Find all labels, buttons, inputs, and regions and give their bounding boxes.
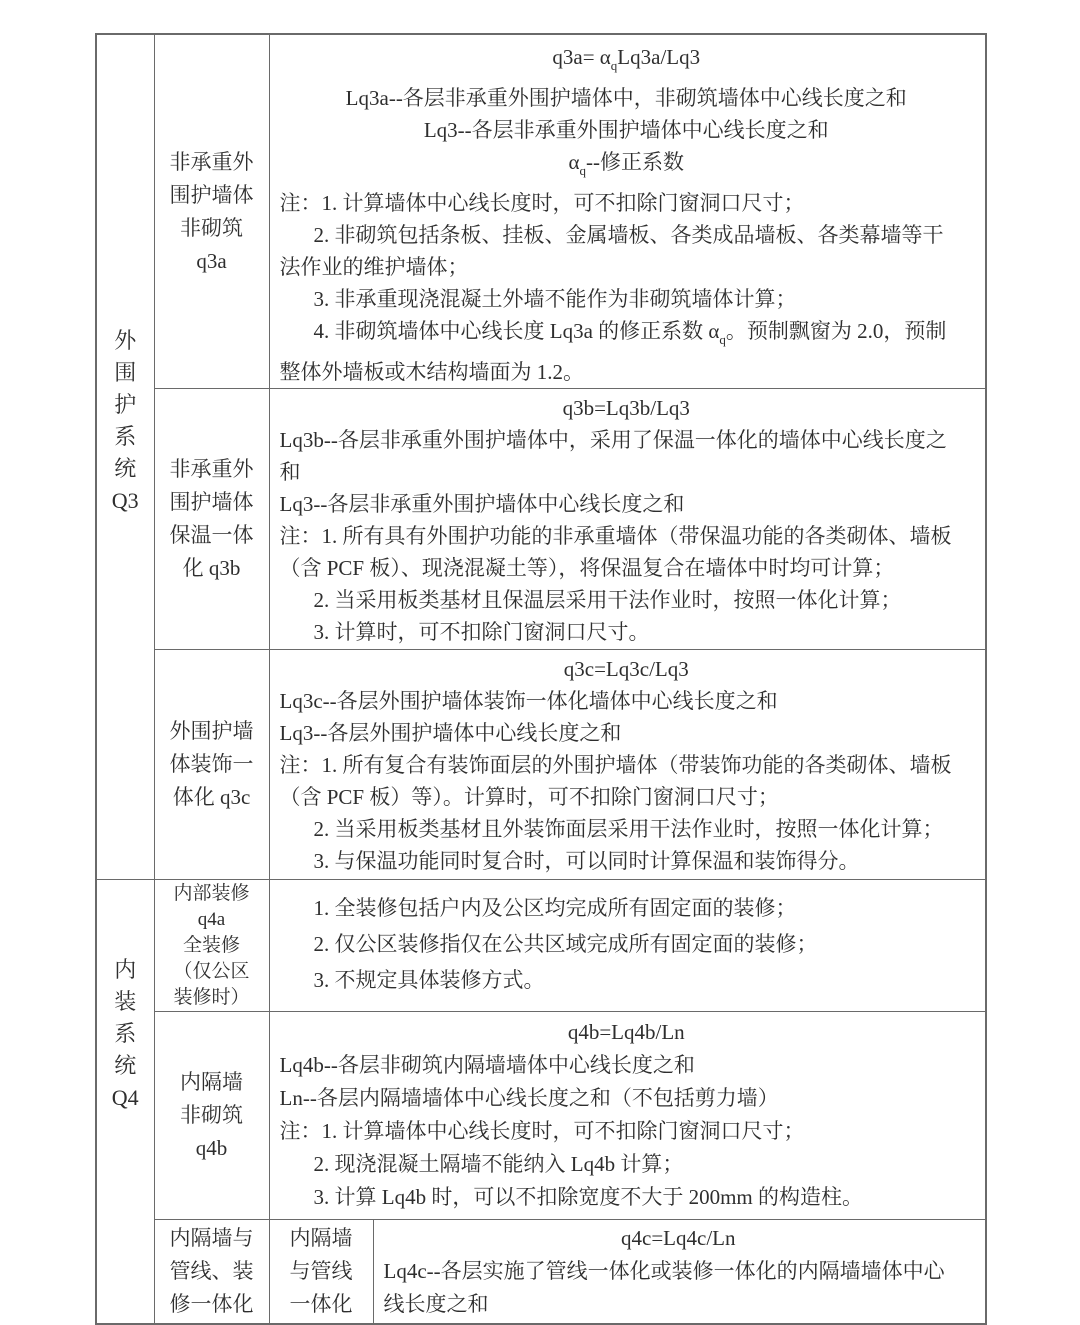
text-line [280,356,974,388]
table-row-q4c [96,1220,986,1325]
text-line [280,845,974,877]
text-segment: 注：1. 计算墙体中心线长度时，可不扣除门窗洞口尺寸； [279,191,805,215]
text-line [280,1148,974,1181]
text-line [280,283,974,315]
text-segment: 统 [114,1052,137,1078]
subscript-text: q [610,58,618,73]
text-line [384,1288,974,1321]
text-segment: 3. 计算时，可不扣除门窗洞口尺寸。 [313,620,650,644]
text-segment: q3c=Lq3c/Lq3 [563,657,689,681]
text-line [157,453,267,486]
text-segment: 2. 非砌筑包括条板、挂板、金属墙板、各类成品墙板、各类幕墙等干 [313,223,944,247]
text-line [280,552,974,584]
text-segment: 与管线 [289,1259,353,1283]
text-segment: 内部装修 [173,882,250,904]
subscript-text: q [579,163,586,178]
text-line [280,1181,974,1214]
group-cell-q4 [96,880,154,1325]
text-line [97,1050,154,1082]
table-row-q3c [96,650,986,880]
text-line [155,985,269,1011]
text-line [157,146,267,179]
text-line [280,41,974,82]
text-segment: 内隔墙 [289,1226,353,1250]
text-line [280,1016,974,1049]
text-segment: q3a= α [552,45,611,69]
group-label-q3 [97,325,154,517]
text-segment: 2. 当采用板类基材且外装饰面层采用干法作业时，按照一体化计算； [313,817,944,841]
text-segment: （含 PCF 板）等）。计算时，可不扣除门窗洞口尺寸； [279,785,779,809]
row-content-q4c [373,1220,986,1325]
text-segment: 。预制飘窗为 2.0，预制 [725,319,947,343]
text-line [280,962,974,998]
text-line [280,926,974,962]
text-segment: --修正系数 [586,150,684,174]
text-line [280,82,974,114]
row-label-q4a [154,880,269,1012]
text-line [97,485,154,517]
text-line [97,1082,154,1114]
text-line [97,389,154,421]
text-segment: 3. 非承重现浇混凝土外墙不能作为非砌筑墙体计算； [313,287,797,311]
text-segment: 非砌筑 [180,215,243,240]
text-segment: 全装修 [182,934,240,956]
text-segment: α [568,150,580,174]
text-line [155,959,269,985]
text-segment: 围护墙体 [169,182,254,207]
text-segment: 4. 非砌筑墙体中心线长度 Lq3a 的修正系数 α [313,319,720,343]
text-segment: Q3 [111,488,139,513]
text-line [280,424,974,456]
text-segment: 2. 现浇混凝土隔墙不能纳入 Lq4b 计算； [313,1152,684,1176]
text-line [280,146,974,187]
text-segment: q3a [196,248,227,273]
text-line [272,1222,371,1255]
text-line [157,1099,267,1132]
text-line [157,1222,267,1255]
text-line [157,781,267,814]
text-line [157,179,267,212]
text-segment: 体装饰一 [169,752,254,776]
text-segment: 和 [279,460,301,484]
text-segment: 内隔墙 [180,1070,243,1094]
text-segment: Lq3a/Lq3 [617,45,701,69]
text-segment: 1. 全装修包括户内及公区均完成所有固定面的装修； [313,896,797,920]
text-segment: （仅公区 [173,960,250,982]
text-segment: 统 [114,456,137,481]
text-segment: 内 [114,956,137,982]
text-segment: （含 PCF 板）、现浇混凝土等），将保温复合在墙体中时均可计算； [279,556,895,580]
text-segment: 外围护墙 [169,719,254,743]
text-segment: 保温一体 [169,523,254,547]
text-segment: Lq3a--各层非承重外围护墙体中，非砌筑墙体中心线长度之和 [345,86,907,110]
text-segment: q4b [195,1136,228,1160]
text-segment: Lq3b--各层非承重外围护墙体中，采用了保温一体化的墙体中心线长度之 [279,428,947,452]
text-segment: 注：1. 所有具有外围护功能的非承重墙体（带保温功能的各类砌体、墙板 [279,524,952,548]
text-segment: 2. 当采用板类基材且保温层采用干法作业时，按照一体化计算； [313,588,902,612]
text-line [97,357,154,389]
text-segment: Lq4c--各层实施了管线一体化或装修一体化的内隔墙墙体中心 [383,1259,945,1283]
text-segment: 外 [114,328,137,353]
row-label-q3c [154,650,269,880]
text-segment: 管线、装 [169,1259,254,1283]
text-segment: q4b=Lq4b/Ln [567,1020,685,1044]
text-segment: 护 [114,392,137,417]
text-segment: Lq3--各层非承重外围护墙体中心线长度之和 [423,118,829,142]
table-row-q4a [96,880,986,1012]
text-line [384,1222,974,1255]
text-line [280,488,974,520]
text-segment: 3. 与保温功能同时复合时，可以同时计算保温和装饰得分。 [313,849,860,873]
text-line [157,552,267,585]
row-content-q3b [269,389,986,650]
text-line [97,1018,154,1050]
text-line [157,519,267,552]
row-content-q3a [269,34,986,389]
text-line [280,685,974,717]
row-content-q4a [269,880,986,1012]
text-segment: Lq3--各层非承重外围护墙体中心线长度之和 [279,492,685,516]
text-segment: 内隔墙与 [169,1226,254,1250]
table-row-q3b [96,389,986,650]
text-segment: 装修时） [173,986,250,1008]
text-segment: 3. 计算 Lq4b 时，可以不扣除宽度不大于 200mm 的构造柱。 [313,1185,863,1209]
text-line [157,1066,267,1099]
row-label-q4c [154,1220,269,1325]
text-segment: 体化 q3c [172,785,251,809]
text-segment: Q4 [111,1084,139,1110]
text-line [280,813,974,845]
text-segment: 围 [114,360,137,385]
text-segment: 系 [114,424,137,449]
text-line [157,245,267,278]
text-segment: 围护墙体 [169,490,254,514]
text-line [97,954,154,986]
row-label-q4b [154,1012,269,1220]
text-line [280,456,974,488]
text-line [280,749,974,781]
row-sublabel-q4c [269,1220,373,1325]
text-segment: q3b=Lq3b/Lq3 [562,396,690,420]
text-line [280,890,974,926]
text-segment: Ln--各层内隔墙墙体中心线长度之和（不包括剪力墙） [279,1086,779,1110]
text-line [155,881,269,907]
text-line [97,453,154,485]
text-line [157,1255,267,1288]
text-segment: 注：1. 计算墙体中心线长度时，可不扣除门窗洞口尺寸； [279,1119,805,1143]
text-line [97,421,154,453]
text-line [280,520,974,552]
text-line [272,1288,371,1321]
text-line [280,781,974,813]
text-segment: 非砌筑 [180,1103,243,1127]
text-line [155,907,269,933]
text-segment: 装 [114,988,137,1014]
text-line [280,1082,974,1115]
text-segment: 注：1. 所有复合有装饰面层的外围护墙体（带装饰功能的各类砌体、墙板 [279,753,952,777]
table-row-q3a [96,34,986,389]
text-line [157,212,267,245]
row-content-q3c [269,650,986,880]
text-line [157,1288,267,1321]
text-segment: 非承重外 [169,457,254,481]
text-line [280,1049,974,1082]
text-segment: Lq3--各层外围护墙体中心线长度之和 [279,721,622,745]
text-segment: 一体化 [289,1292,353,1316]
text-line [280,653,974,685]
text-line [157,1132,267,1165]
text-segment: Lq4b--各层非砌筑内隔墙墙体中心线长度之和 [279,1053,695,1077]
text-line [280,717,974,749]
group-cell-q3 [96,34,154,880]
text-line [384,1255,974,1288]
text-segment: 非承重外 [169,149,254,174]
row-label-q3b [154,389,269,650]
row-content-q4b [269,1012,986,1220]
text-line [280,584,974,616]
text-segment: 化 q3b [182,556,241,580]
text-segment: 修一体化 [169,1292,254,1316]
text-segment: 3. 不规定具体装修方式。 [313,968,545,992]
row-label-q3a [154,34,269,389]
text-line [155,933,269,959]
table-row-q4b [96,1012,986,1220]
text-line [157,715,267,748]
text-line [280,251,974,283]
text-line [280,616,974,648]
text-segment: 系 [114,1020,137,1046]
text-line [157,748,267,781]
text-line [280,114,974,146]
text-segment: Lq3c--各层外围护墙体装饰一体化墙体中心线长度之和 [279,689,778,713]
text-line [280,392,974,424]
text-line [280,1115,974,1148]
text-segment: q4a [197,908,226,930]
text-line [280,219,974,251]
criteria-table [95,33,987,1325]
text-segment: 2. 仅公区装修指仅在公共区域完成所有固定面的装修； [313,932,818,956]
text-segment: 整体外墙板或木结构墙面为 1.2。 [279,360,584,384]
text-line [97,986,154,1018]
text-line [272,1255,371,1288]
text-line [97,325,154,357]
group-label-q4 [97,954,154,1114]
text-segment: 线长度之和 [383,1292,489,1316]
text-line [280,315,974,356]
text-line [157,486,267,519]
text-line [280,187,974,219]
text-segment: q4c=Lq4c/Ln [621,1226,736,1250]
subscript-text: q [719,332,726,347]
text-segment: 法作业的维护墙体； [279,255,469,279]
table-body [96,34,986,1324]
